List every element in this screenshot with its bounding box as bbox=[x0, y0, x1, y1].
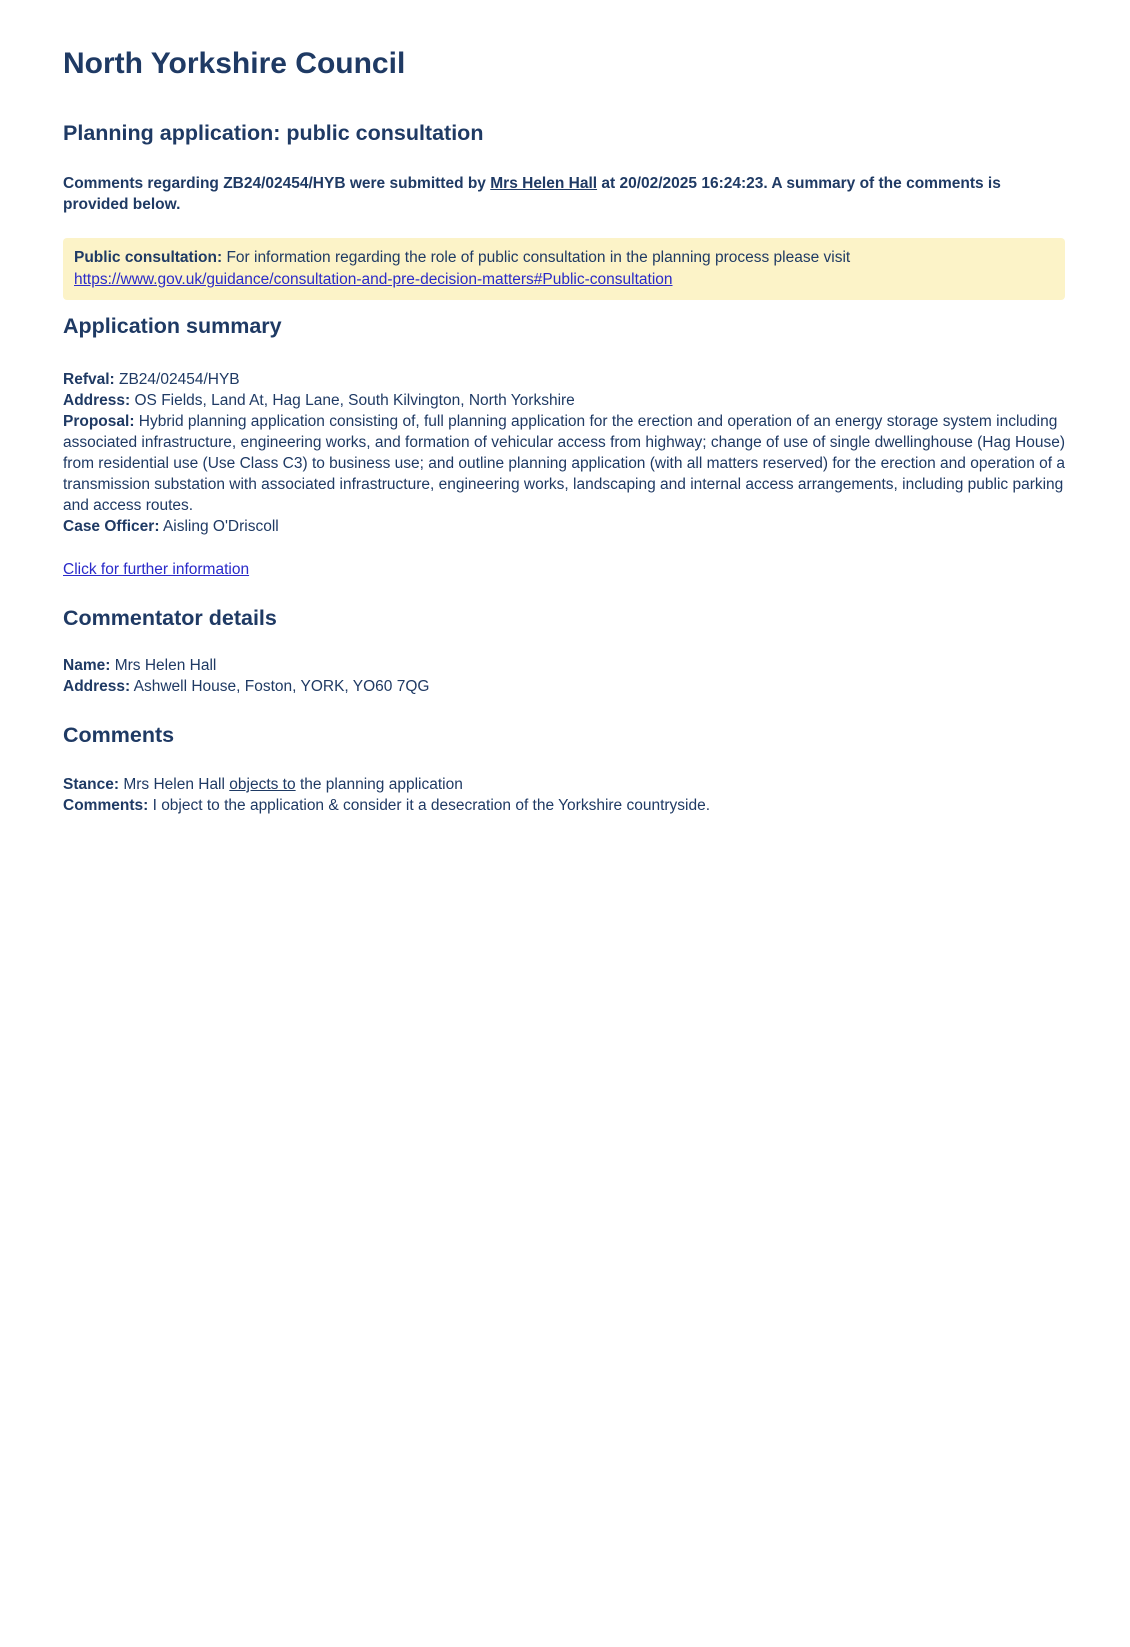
comments-value: I object to the application & consider it a desecration of the Yorkshire countryside. bbox=[152, 797, 711, 814]
intro-prefix: Comments regarding ZB24/02454/HYB were submitted by bbox=[63, 175, 486, 192]
name-label: Name: bbox=[63, 657, 111, 674]
notice-text: For information regarding the role of public consultation in the planning process please visit bbox=[226, 249, 851, 266]
comments-details bbox=[63, 774, 1065, 816]
refval-label: Refval: bbox=[63, 371, 115, 388]
proposal-label: Proposal: bbox=[63, 413, 135, 430]
comments-label: Comments: bbox=[63, 797, 149, 814]
address-label: Address: bbox=[63, 392, 131, 409]
commentator-details bbox=[63, 655, 1065, 697]
document-page bbox=[0, 47, 1130, 1647]
notice-label: Public consultation: bbox=[74, 249, 223, 266]
stance-verdict: objects to bbox=[229, 776, 296, 793]
notice-link[interactable]: https://www.gov.uk/guidance/consultation-and-pre-decision-matters#Public-consultation bbox=[74, 271, 673, 288]
document-content bbox=[63, 47, 1065, 816]
proposal-value: Hybrid planning application consisting of, full planning application for the erection and operation of an energy storage system including associated infrastructure, engineering works, and formation of vehicular access from highway; change of use of single dwellinghouse (Hag House) from residential use (Use Class C3) to business use; and outline planning application (with all matters reserved) for the erection and operation of a transmission substation with associated infrastructure, engineering works, landscaping and internal access arrangements, including public parking and access routes. bbox=[63, 413, 1066, 514]
public-consultation-notice bbox=[63, 238, 1065, 300]
further-info-row bbox=[63, 559, 1065, 580]
stance-rest: the planning application bbox=[299, 776, 463, 793]
intro-paragraph bbox=[63, 173, 1065, 215]
section-heading-application-summary: Application summary bbox=[63, 314, 282, 338]
case-officer-label: Case Officer: bbox=[63, 518, 160, 535]
page-subtitle: Planning application: public consultation bbox=[63, 121, 484, 145]
application-summary-details bbox=[63, 369, 1065, 537]
case-officer-value: Aisling O'Driscoll bbox=[162, 518, 279, 535]
further-info-link[interactable]: Click for further information bbox=[63, 561, 250, 578]
intro-suffix: at 20/02/2025 16:24:23. A summary of the comments is provided below. bbox=[63, 175, 1001, 213]
commentator-address-label: Address: bbox=[63, 678, 131, 695]
stance-commentator: Mrs Helen Hall bbox=[123, 776, 225, 793]
section-heading-commentator-details: Commentator details bbox=[63, 606, 277, 630]
name-value: Mrs Helen Hall bbox=[114, 657, 217, 674]
address-value: OS Fields, Land At, Hag Lane, South Kilvington, North Yorkshire bbox=[134, 392, 575, 409]
stance-label: Stance: bbox=[63, 776, 119, 793]
commentator-address-value: Ashwell House, Foston, YORK, YO60 7QG bbox=[133, 678, 430, 695]
submitter-name: Mrs Helen Hall bbox=[490, 175, 598, 192]
section-heading-comments: Comments bbox=[63, 723, 175, 747]
refval-value: ZB24/02454/HYB bbox=[119, 371, 240, 388]
page-title: North Yorkshire Council bbox=[63, 47, 406, 80]
